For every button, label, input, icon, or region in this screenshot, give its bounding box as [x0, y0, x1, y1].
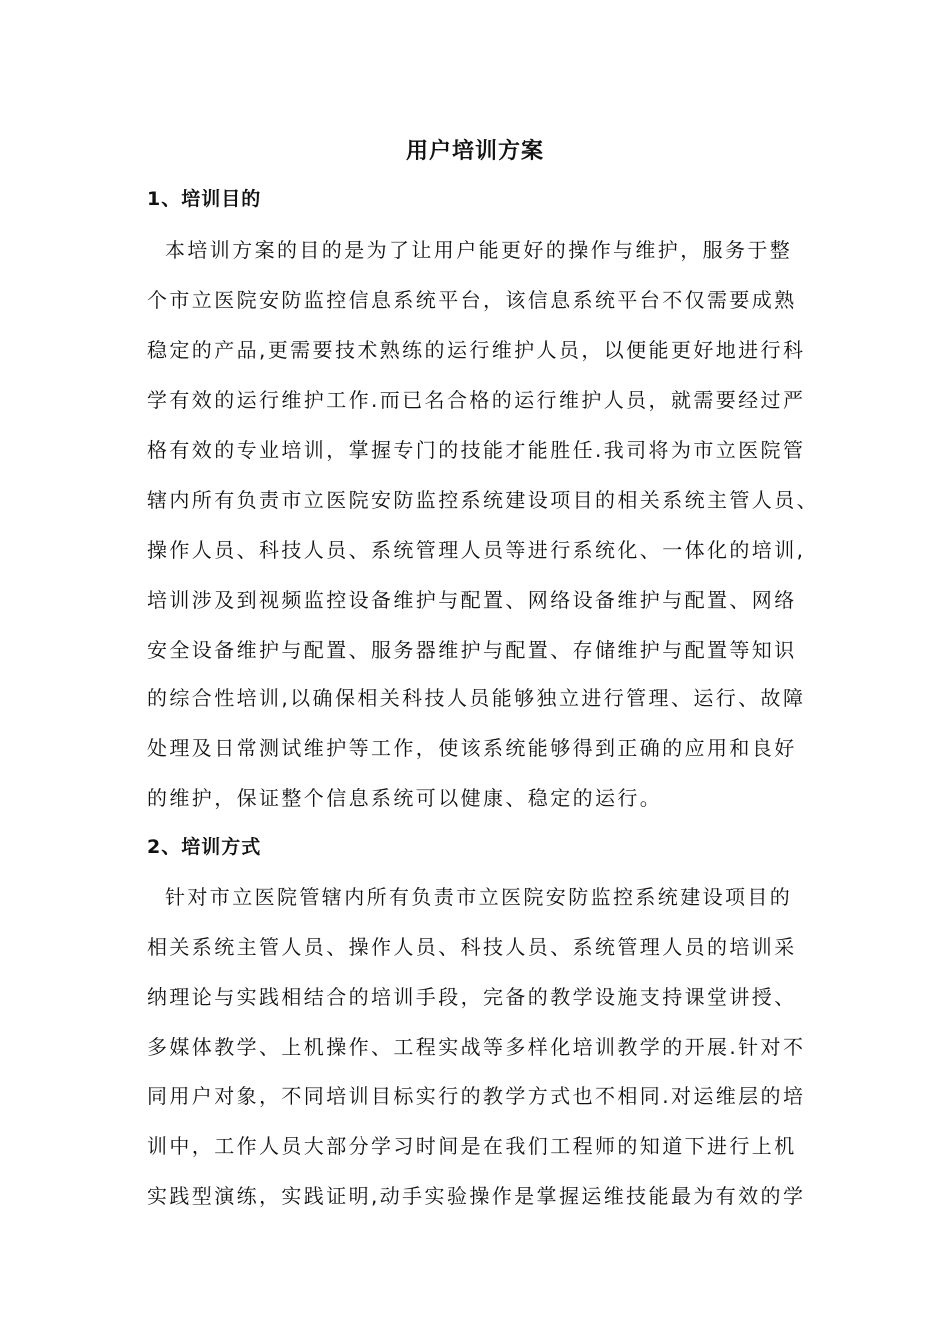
paragraph-line: 针对市立医院管辖内所有负责市立医院安防监控系统建设项目的 — [165, 885, 793, 909]
paragraph-line: 纳理论与实践相结合的培训手段，完备的教学设施支持课堂讲授、 — [147, 985, 797, 1009]
paragraph-line: 操作人员、科技人员、系统管理人员等进行系统化、一体化的培训, — [147, 538, 806, 562]
paragraph-line: 培训涉及到视频监控设备维护与配置、网络设备维护与配置、网络 — [147, 588, 797, 612]
section-heading-method: 2、培训方式 — [147, 836, 262, 858]
paragraph-line: 的综合性培训,以确保相关科技人员能够独立进行管理、运行、故障 — [147, 686, 806, 710]
paragraph-line: 安全设备维护与配置、服务器维护与配置、存储维护与配置等知识 — [147, 638, 797, 662]
paragraph-line: 个市立医院安防监控信息系统平台，该信息系统平台不仅需要成熟 — [147, 288, 797, 312]
paragraph-line: 的维护，保证整个信息系统可以健康、稳定的运行。 — [147, 786, 663, 810]
paragraph-line: 处理及日常测试维护等工作，使该系统能够得到正确的应用和良好 — [147, 736, 797, 760]
paragraph-line: 稳定的产品,更需要技术熟练的运行维护人员，以便能更好地进行科 — [147, 338, 806, 362]
paragraph-line: 本培训方案的目的是为了让用户能更好的操作与维护，服务于整 — [165, 238, 793, 262]
paragraph-line: 实践型演练，实践证明,动手实验操作是掌握运维技能最为有效的学 — [147, 1184, 806, 1208]
paragraph-line: 辖内所有负责市立医院安防监控系统建设项目的相关系统主管人员、 — [147, 488, 819, 512]
paragraph-line: 学有效的运行维护工作.而已名合格的运行维护人员，就需要经过严 — [147, 388, 806, 412]
paragraph-line: 格有效的专业培训，掌握专门的技能才能胜任.我司将为市立医院管 — [147, 438, 806, 462]
paragraph-line: 相关系统主管人员、操作人员、科技人员、系统管理人员的培训采 — [147, 935, 797, 959]
document-title: 用户培训方案 — [405, 139, 544, 164]
paragraph-line: 训中，工作人员大部分学习时间是在我们工程师的知道下进行上机 — [147, 1134, 797, 1158]
paragraph-line: 多媒体教学、上机操作、工程实战等多样化培训教学的开展.针对不 — [147, 1035, 806, 1059]
paragraph-line: 同用户对象，不同培训目标实行的教学方式也不相同.对运维层的培 — [147, 1084, 806, 1108]
section-heading-purpose: 1、培训目的 — [147, 188, 262, 210]
